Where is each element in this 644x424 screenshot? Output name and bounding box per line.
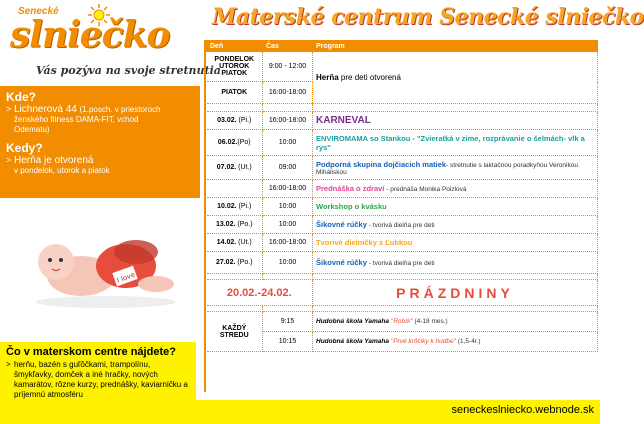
holiday-label: PRÁZDNINY: [313, 280, 598, 306]
kde-heading: Kde?: [6, 90, 36, 104]
footer-bar: [196, 400, 600, 424]
row-program: KARNEVAL: [313, 112, 598, 130]
row-day: 07.02. (Ut.): [207, 156, 263, 180]
table-row: [207, 112, 598, 130]
row-day: 06.02.(Po): [207, 130, 263, 156]
row-program: Šikovné rúčky - tvorivá dielňa pre deti: [313, 252, 598, 274]
offer-text: > herňu, bazén s guľôčkami, trampolínu, šmykľavky, domček a iné hračky, nových kamarátov, rôzne kurzy, prednášky, kaviarničku a príjemnú atmosféru: [6, 360, 190, 400]
row-time: 9:00 - 12:00: [263, 52, 313, 82]
table-row: [207, 312, 598, 332]
table-row: [207, 216, 598, 234]
row-time: 10:00: [263, 252, 313, 274]
row-program: Hudobná škola Yamaha "Prvé krôčiky k hudbe" (1,5-4r.): [313, 332, 598, 352]
row-time: 9:15: [263, 312, 313, 332]
row-program: Hudobná škola Yamaha "Robík" (4-18 mes.): [313, 312, 598, 332]
row-program: ENVIROMAMA so Stankou - "Zvieratká v zime, rozprávanie o šelmách- vlk a rys": [313, 130, 598, 156]
holiday-row: [207, 280, 598, 306]
row-time: 10:15: [263, 332, 313, 352]
row-program: Tvorivé dielničky s Ľubkou: [313, 234, 598, 252]
table-row: [207, 52, 598, 82]
row-day: KAŽDÝ STREDU: [207, 312, 263, 352]
table-row: [207, 180, 598, 198]
row-day: 27.02. (Po.): [207, 252, 263, 274]
offer-box: [0, 342, 196, 424]
row-day: 03.02. (Pi.): [207, 112, 263, 130]
header-day: Deň: [207, 41, 263, 52]
row-program: Šikovné rúčky - tvorivá dielňa pre deti: [313, 216, 598, 234]
website-link[interactable]: seneckeslniecko.webnode.sk: [451, 404, 594, 416]
row-day: PIATOK: [207, 82, 263, 104]
baby-sign-text: I love: [115, 270, 137, 285]
offer-heading: Čo v materskom centre nájdete?: [6, 346, 176, 358]
row-day: 13.02. (Po.): [207, 216, 263, 234]
row-time: 16:00-18:00: [263, 234, 313, 252]
row-day: PONDELOK UTOROK PIATOK: [207, 52, 263, 82]
kedy-line-2: v pondelok, utorok a piatok: [14, 166, 110, 175]
row-program: Herňa pre deti otvorená: [313, 52, 598, 104]
row-day: 10.02. (Pi.): [207, 198, 263, 216]
row-time: 16:00-18:00: [263, 112, 313, 130]
row-time: 10:00: [263, 130, 313, 156]
holiday-date: 20.02.-24.02.: [207, 280, 313, 306]
row-program: Prednáška o zdraví - prednáša Monika Poizlová: [313, 180, 598, 198]
row-time: 10:00: [263, 198, 313, 216]
header-program: Program: [313, 41, 598, 52]
logo-small-text: Senecké: [18, 6, 59, 17]
location-box: [0, 86, 200, 198]
table-row: [207, 156, 598, 180]
row-program: Podporná skupina dojčiacich matiek- stretnutie s laktačnou poradkyňou Veronikou Miháliskou: [313, 156, 598, 180]
kedy-line-1: > Herňa je otvorená: [6, 155, 194, 166]
row-time: 10:00: [263, 216, 313, 234]
row-day: 14.02. (Ut.): [207, 234, 263, 252]
table-row: [207, 234, 598, 252]
logo: [6, 4, 196, 62]
logo-big-text: slniečko: [10, 14, 170, 56]
row-time: 16:00-18:00: [263, 180, 313, 198]
header-time: Čas: [263, 41, 313, 52]
kde-line-1: > Lichnerová 44 (1.posch. v priestoroch: [6, 104, 194, 115]
kde-line-2: ženského fitness DAMA-FIT, vchod: [14, 115, 139, 124]
table-row: [207, 198, 598, 216]
page-title: Materské centrum Senecké slniečko: [212, 4, 644, 30]
kedy-heading: Kedy?: [6, 141, 43, 155]
table-row: [207, 332, 598, 352]
row-time: 16:00-18:00: [263, 82, 313, 104]
table-row: [207, 252, 598, 274]
row-time: 09:00: [263, 156, 313, 180]
kde-line-3: Odematu): [14, 125, 50, 134]
invite-text: Vás pozýva na svoje stretnutia: [36, 64, 221, 77]
schedule-table: [204, 40, 598, 392]
table-row: [207, 130, 598, 156]
baby-image: [26, 214, 186, 314]
table-header: [207, 41, 598, 52]
row-program: Workshop o kvásku: [313, 198, 598, 216]
